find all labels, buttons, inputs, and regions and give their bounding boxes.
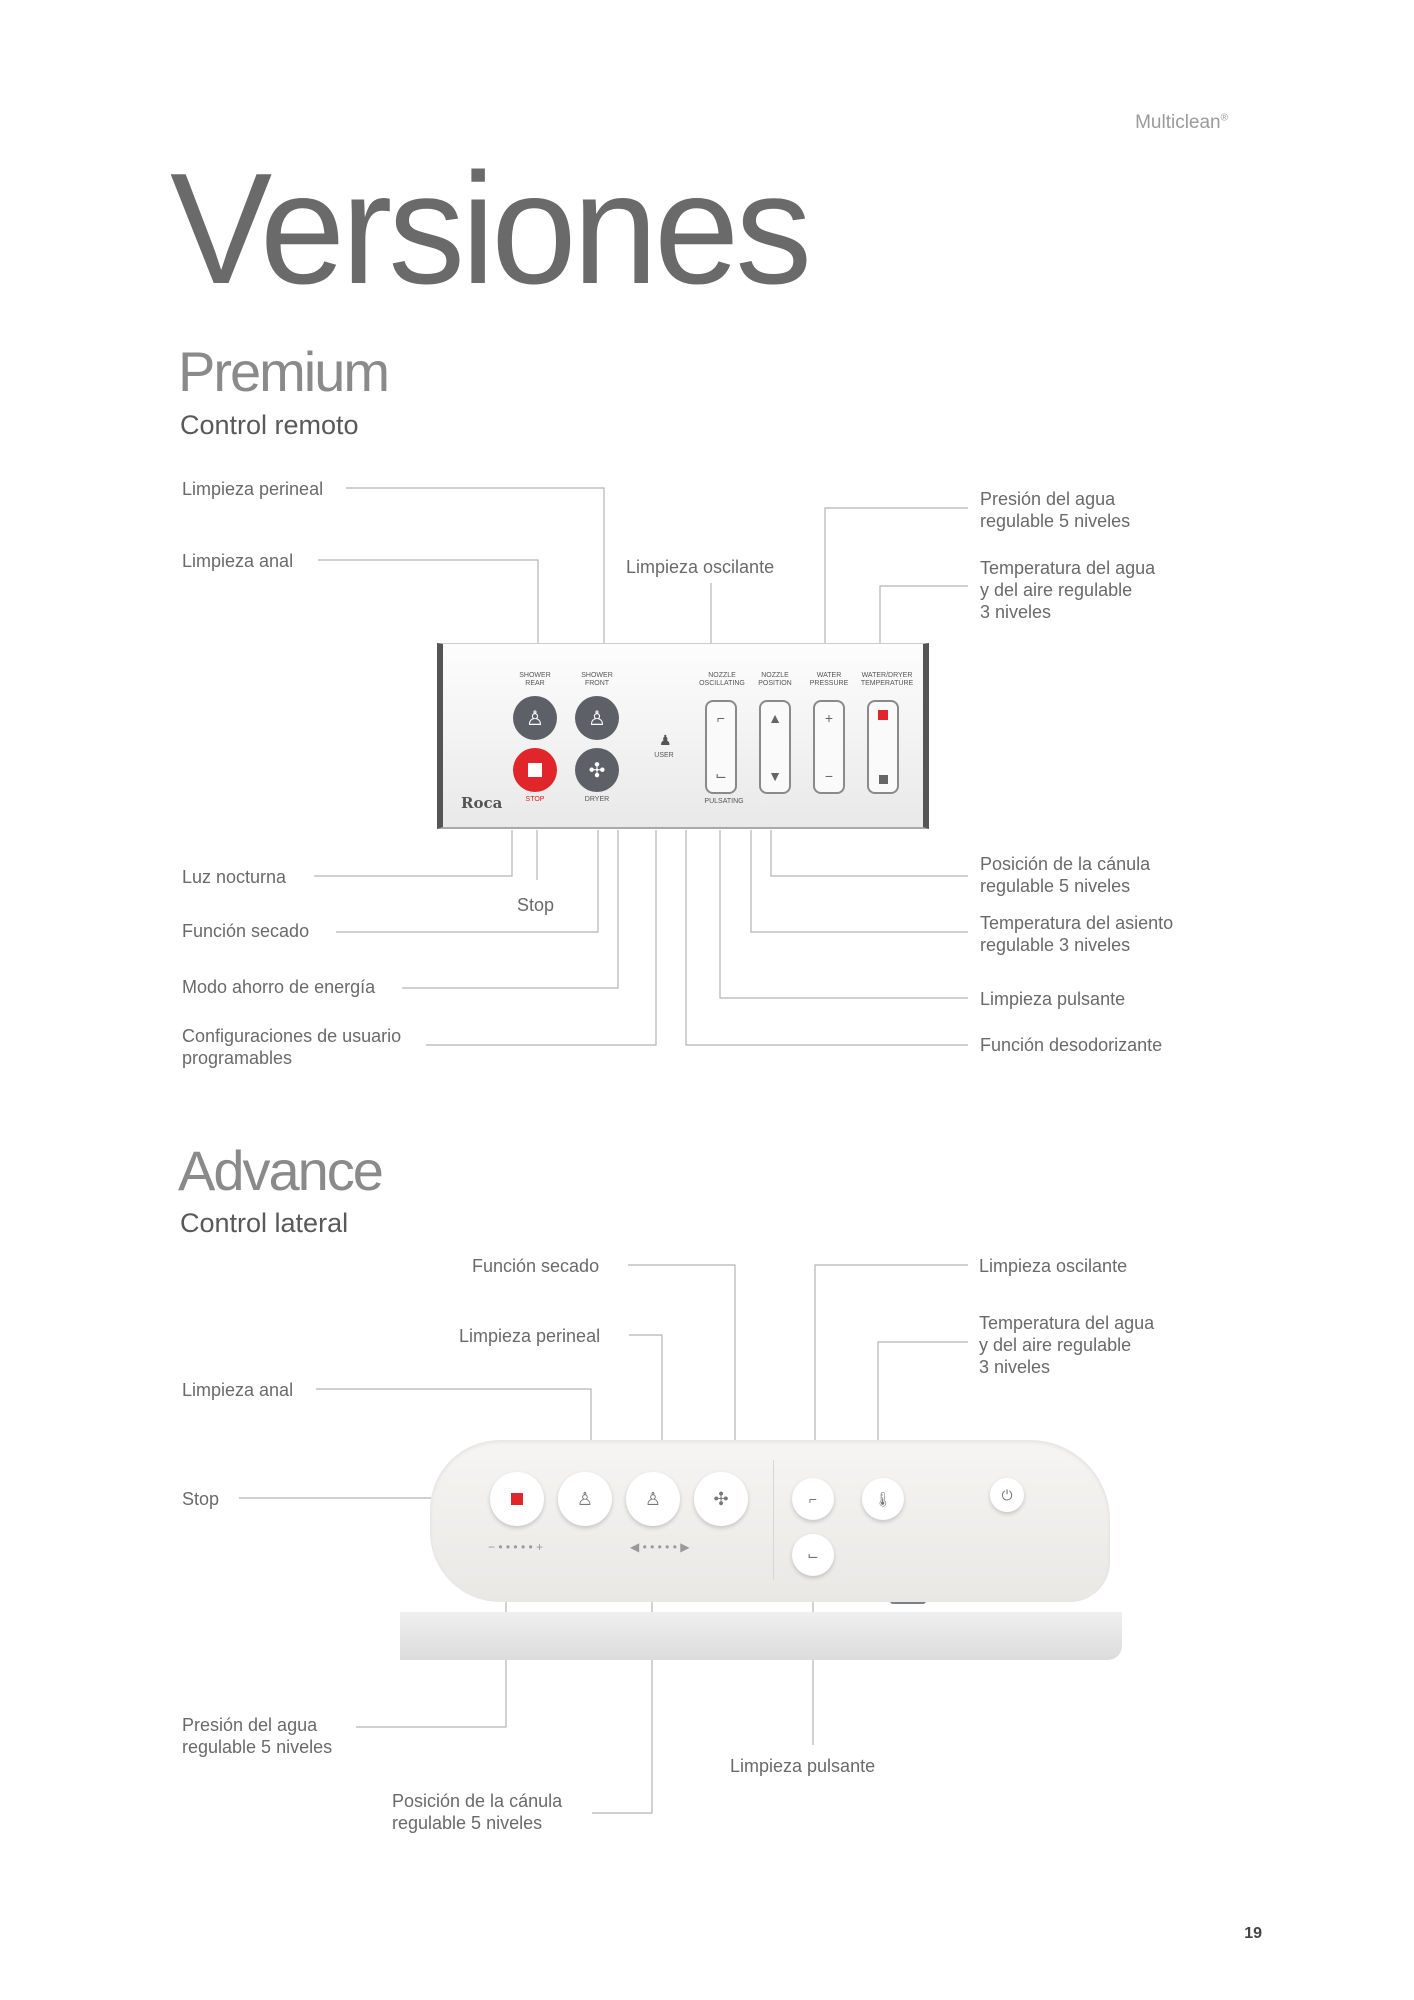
label-limpieza-anal: Limpieza anal xyxy=(182,551,294,571)
seat-base xyxy=(400,1612,1122,1660)
stop-icon xyxy=(528,763,542,777)
remote-pulsating-label: PULSATING xyxy=(704,798,744,805)
label-presion-agua: Presión del agua regulable 5 niveles xyxy=(980,489,1131,531)
adv-label-stop: Stop xyxy=(182,1489,220,1509)
person-icon: ♙ xyxy=(576,1488,594,1509)
premium-subtitle: Control remoto xyxy=(180,410,359,440)
power-icon: ⏻ xyxy=(1001,1486,1013,1503)
nozzle-icon: ⌙ xyxy=(807,1546,819,1563)
adv-front-clean-button[interactable] xyxy=(626,1472,680,1526)
water-pressure-rocker[interactable] xyxy=(813,700,845,794)
up-icon: ▲ xyxy=(768,710,782,726)
brand-name: Multiclean® xyxy=(1135,112,1228,133)
shower-rear-button[interactable] xyxy=(513,696,557,740)
adv-stop-button[interactable] xyxy=(490,1472,544,1526)
adv-label-limpieza-perineal: Limpieza perineal xyxy=(459,1326,601,1346)
remote-control xyxy=(437,643,929,829)
remote-water-pressure-label: WATER PRESSURE xyxy=(809,672,849,687)
panel-divider xyxy=(773,1460,774,1580)
label-limpieza-perineal: Limpieza perineal xyxy=(182,479,324,499)
label-temperatura-asiento: Temperatura del asiento regulable 3 niveles xyxy=(980,913,1174,955)
advance-title: Advance xyxy=(178,1139,382,1202)
label-modo-ahorro: Modo ahorro de energía xyxy=(182,977,376,997)
nozzle-icon: ⌐ xyxy=(808,1491,818,1507)
page-title: Versiones xyxy=(170,141,809,317)
temp-down-icon xyxy=(879,775,888,784)
adv-label-posicion-canula: Posición de la cánula regulable 5 niveles xyxy=(392,1791,563,1833)
adv-rear-clean-button[interactable] xyxy=(558,1472,612,1526)
roca-logo: Roca xyxy=(461,794,503,812)
user-icon[interactable]: ♟ xyxy=(659,732,672,748)
remote-dryer-label: DRYER xyxy=(584,796,610,803)
side-control-panel xyxy=(430,1440,1110,1602)
remote-nozzle-position-label: NOZZLE POSITION xyxy=(758,672,792,687)
shower-front-button[interactable] xyxy=(575,696,619,740)
premium-title: Premium xyxy=(178,340,389,403)
label-luz-nocturna: Luz nocturna xyxy=(182,867,287,887)
dryer-button[interactable] xyxy=(575,748,619,792)
person-icon: ♙ xyxy=(588,707,606,730)
page-number: 19 xyxy=(1244,1925,1262,1942)
adv-label-presion-agua: Presión del agua regulable 5 niveles xyxy=(182,1715,333,1757)
temperature-rocker[interactable] xyxy=(867,700,899,794)
nozzle-position-slider[interactable]: ◀ • • • • • ▶ xyxy=(630,1540,690,1554)
stop-icon xyxy=(511,1493,523,1505)
label-configuraciones: Configuraciones de usuario programables xyxy=(182,1026,402,1068)
water-pressure-slider[interactable]: − • • • • • + xyxy=(488,1540,544,1554)
label-limpieza-oscilante: Limpieza oscilante xyxy=(626,557,775,577)
adv-pulsating-button[interactable] xyxy=(792,1534,834,1576)
adv-label-funcion-secado: Función secado xyxy=(472,1256,600,1276)
adv-label-limpieza-pulsante: Limpieza pulsante xyxy=(730,1756,876,1776)
remote-water-dryer-temp-label: WATER/DRYER TEMPERATURE xyxy=(860,672,914,687)
label-funcion-secado: Función secado xyxy=(182,921,310,941)
person-icon: ♙ xyxy=(526,707,544,730)
nozzle-position-rocker[interactable] xyxy=(759,700,791,794)
fan-icon: ✣ xyxy=(588,759,606,782)
label-limpieza-pulsante: Limpieza pulsante xyxy=(980,989,1126,1009)
adv-label-limpieza-anal: Limpieza anal xyxy=(182,1380,294,1400)
minus-icon: − xyxy=(824,768,834,784)
person-icon: ♙ xyxy=(644,1488,662,1509)
nozzle-oscillating-rocker[interactable]: ⌐ ⌙ xyxy=(705,700,737,794)
temp-up-icon xyxy=(878,710,888,720)
advance-subtitle: Control lateral xyxy=(180,1208,349,1238)
thermometer-icon: 🌡 xyxy=(874,1490,892,1507)
stop-button[interactable] xyxy=(513,748,557,792)
plus-icon: + xyxy=(824,710,834,726)
adv-power-button[interactable] xyxy=(990,1478,1024,1512)
remote-user-label: USER xyxy=(654,752,674,759)
remote-shower-rear-label: SHOWER REAR xyxy=(519,672,551,687)
label-stop: Stop xyxy=(517,895,555,915)
label-funcion-desodorizante: Función desodorizante xyxy=(980,1035,1163,1055)
adv-temperature-button[interactable] xyxy=(862,1478,904,1520)
fan-icon: ✣ xyxy=(713,1488,729,1509)
down-icon: ▼ xyxy=(768,768,782,784)
adv-label-temperatura-agua: Temperatura del agua y del aire regulable 3 niveles xyxy=(979,1313,1155,1377)
label-posicion-canula: Posición de la cánula regulable 5 niveles xyxy=(980,854,1151,896)
remote-nozzle-oscillating-label: NOZZLE OSCILLATING xyxy=(699,672,745,687)
remote-shower-front-label: SHOWER FRONT xyxy=(581,672,613,687)
adv-oscillating-button[interactable] xyxy=(792,1478,834,1520)
remote-stop-label: STOP xyxy=(525,796,545,803)
label-temperatura-agua: Temperatura del agua y del aire regulable 3 niveles xyxy=(980,558,1156,622)
adv-label-limpieza-oscilante: Limpieza oscilante xyxy=(979,1256,1128,1276)
adv-dryer-button[interactable] xyxy=(694,1472,748,1526)
